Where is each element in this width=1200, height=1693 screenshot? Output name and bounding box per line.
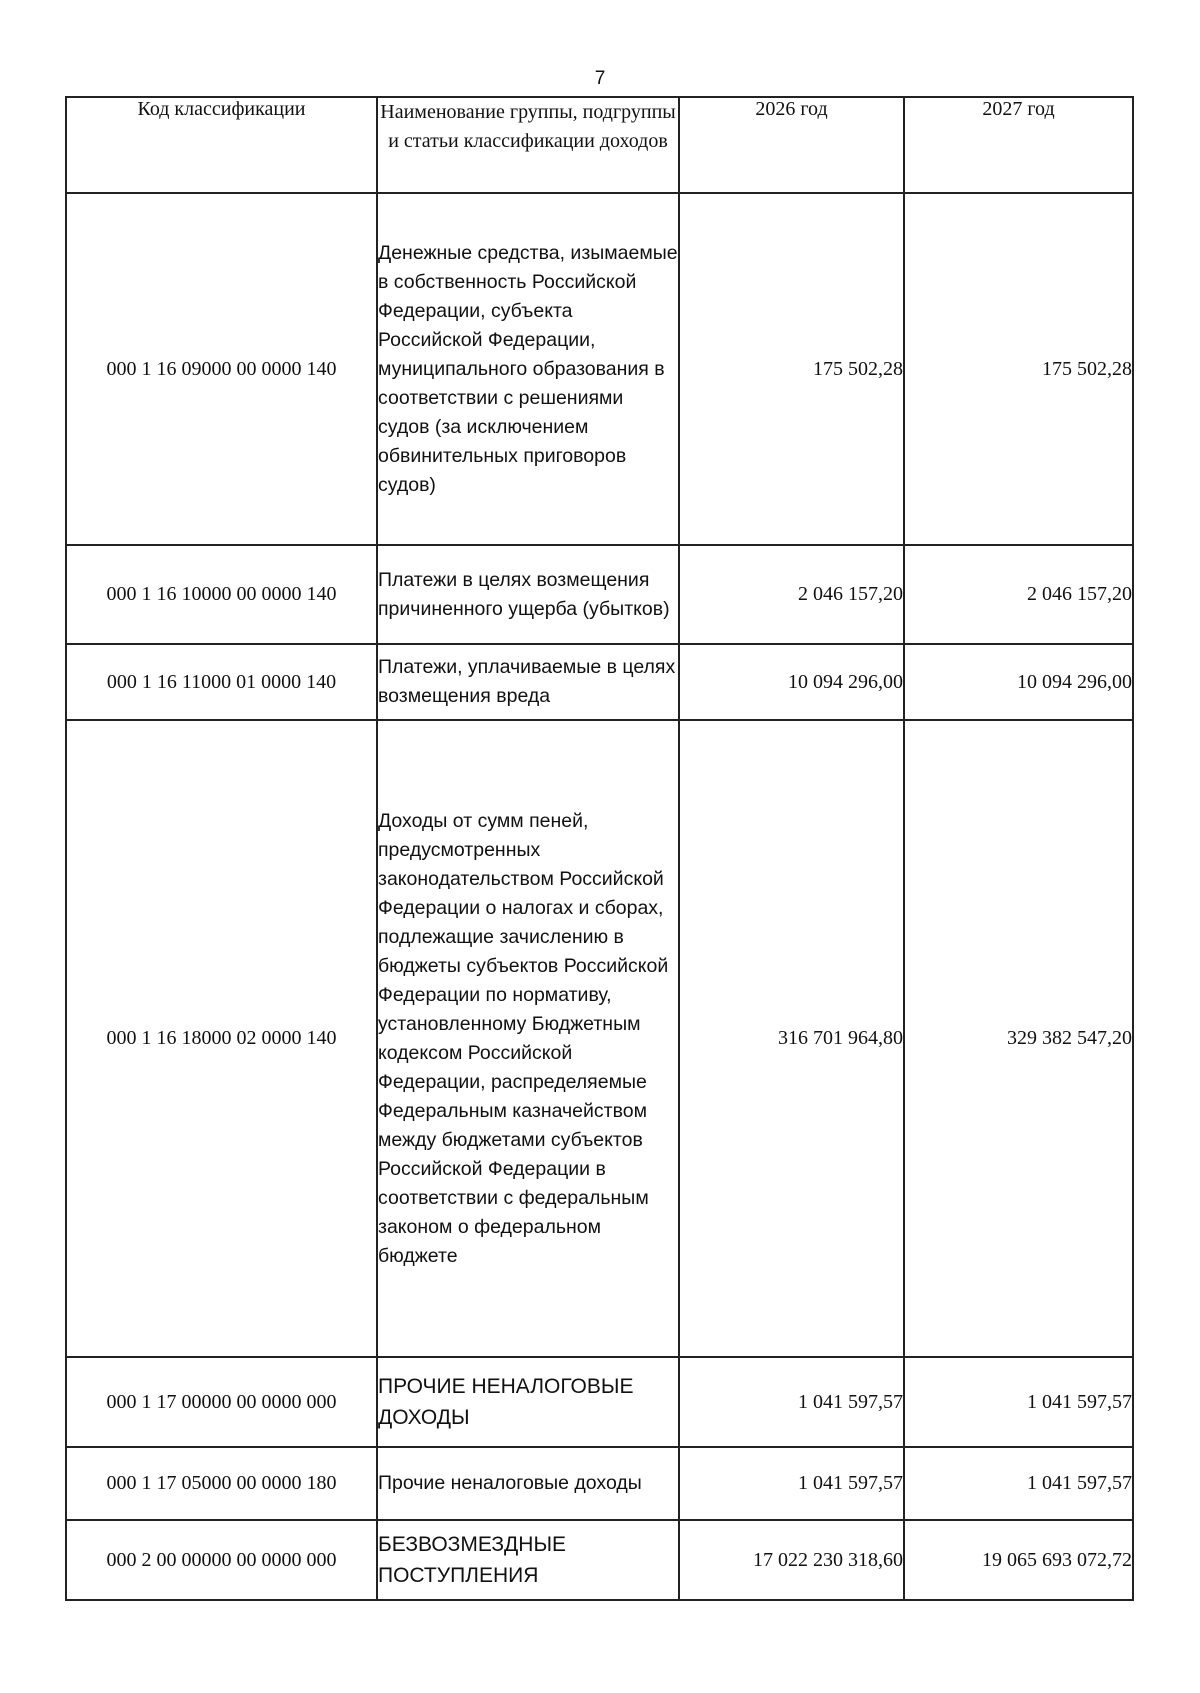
table-row [66, 1520, 1133, 1600]
row-value-2027: 1 041 597,57 [904, 1357, 1133, 1447]
row-code: 000 1 16 10000 00 0000 140 [66, 545, 377, 644]
row-value-2026: 1 041 597,57 [679, 1357, 904, 1447]
row-value-2027: 175 502,28 [904, 193, 1133, 545]
row-value-2027: 10 094 296,00 [904, 644, 1133, 720]
row-value-2026: 17 022 230 318,60 [679, 1520, 904, 1600]
budget-table [65, 96, 1134, 1601]
row-value-2026: 2 046 157,20 [679, 545, 904, 644]
row-code: 000 1 16 09000 00 0000 140 [66, 193, 377, 545]
header-year-2027: 2027 год [904, 97, 1133, 193]
header-name: Наименование группы, подгруппы и статьи классификации доходов [377, 97, 679, 193]
row-code: 000 1 17 00000 00 0000 000 [66, 1357, 377, 1447]
table-row [66, 644, 1133, 720]
row-code: 000 1 16 18000 02 0000 140 [66, 720, 377, 1357]
row-code: 000 1 16 11000 01 0000 140 [66, 644, 377, 720]
row-name: Платежи, уплачиваемые в целях возмещения вреда [377, 644, 679, 720]
row-value-2026: 316 701 964,80 [679, 720, 904, 1357]
row-name: БЕЗВОЗМЕЗДНЫЕ ПОСТУПЛЕНИЯ [377, 1520, 679, 1600]
header-year-2026: 2026 год [679, 97, 904, 193]
table-row [66, 193, 1133, 545]
row-name: Денежные средства, изымаемые в собственность Российской Федерации, субъекта Российской Федерации, муниципального образования в соответствии с решениями судов (за исключением обвинительных приговоров судов) [377, 193, 679, 545]
row-value-2026: 1 041 597,57 [679, 1447, 904, 1520]
table-header-row [66, 97, 1133, 193]
table-row [66, 1357, 1133, 1447]
row-code: 000 1 17 05000 00 0000 180 [66, 1447, 377, 1520]
row-code: 000 2 00 00000 00 0000 000 [66, 1520, 377, 1600]
row-name: Платежи в целях возмещения причиненного ущерба (убытков) [377, 545, 679, 644]
table-row [66, 1447, 1133, 1520]
row-name: ПРОЧИЕ НЕНАЛОГОВЫЕ ДОХОДЫ [377, 1357, 679, 1447]
row-value-2026: 175 502,28 [679, 193, 904, 545]
row-name: Доходы от сумм пеней, предусмотренных законодательством Российской Федерации о налогах и сборах, подлежащие зачислению в бюджеты субъектов Российской Федерации по нормативу, установленному Бюджетным кодексом Российской Федерации, распределяемые Федеральным казначейством между бюджетами субъектов Российской Федерации в соответствии с федеральным законом о федеральном бюджете [377, 720, 679, 1357]
row-name: Прочие неналоговые доходы [377, 1447, 679, 1520]
table-row [66, 720, 1133, 1357]
row-value-2027: 2 046 157,20 [904, 545, 1133, 644]
header-code: Код классификации [66, 97, 377, 193]
row-value-2027: 1 041 597,57 [904, 1447, 1133, 1520]
page-number: 7 [594, 68, 606, 89]
table-row [66, 545, 1133, 644]
row-value-2027: 19 065 693 072,72 [904, 1520, 1133, 1600]
row-value-2026: 10 094 296,00 [679, 644, 904, 720]
row-value-2027: 329 382 547,20 [904, 720, 1133, 1357]
